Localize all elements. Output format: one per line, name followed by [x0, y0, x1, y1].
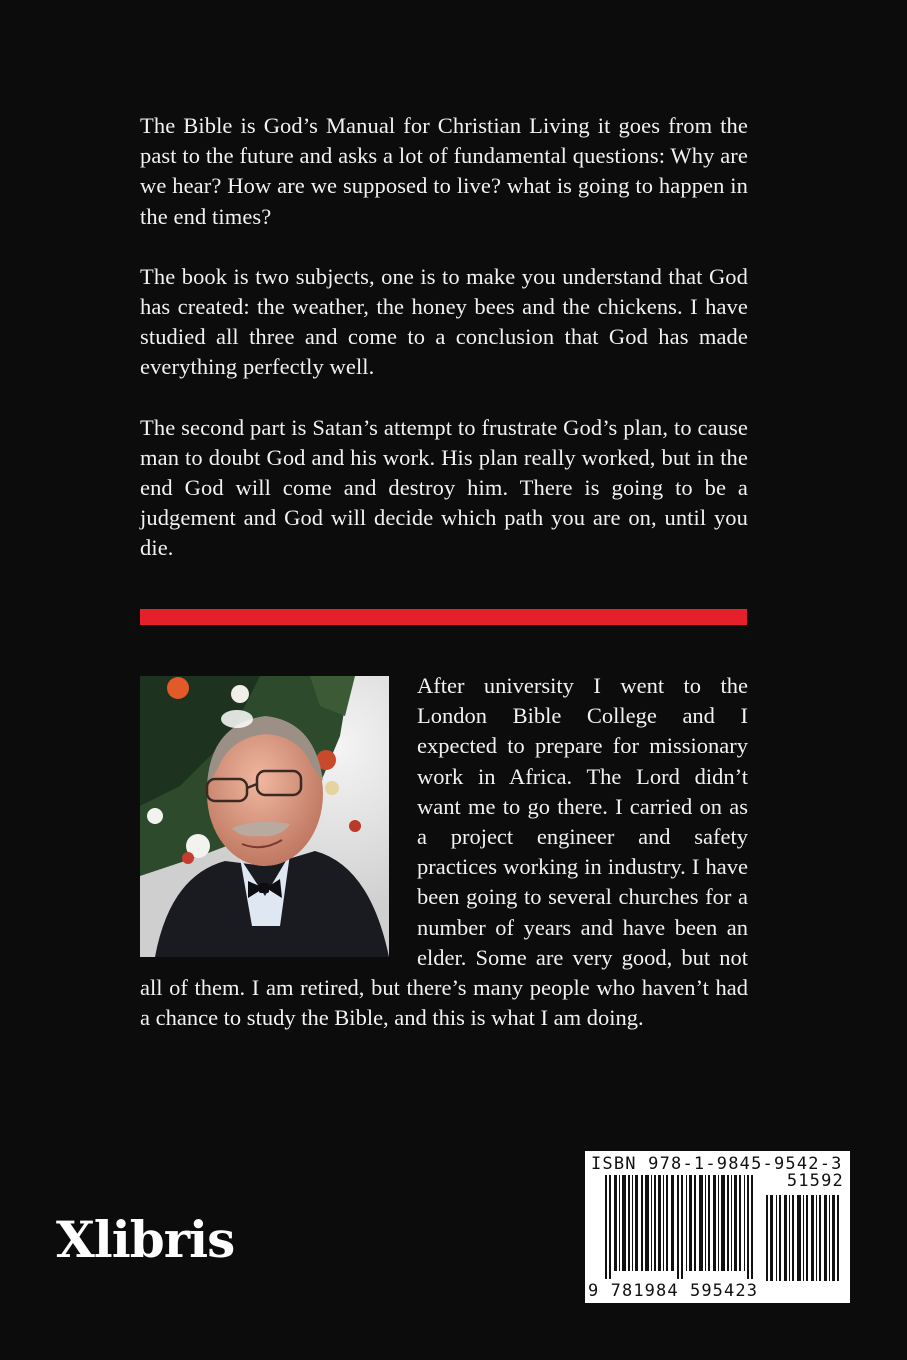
back-cover-blurb — [140, 111, 748, 594]
ean-bars — [605, 1175, 757, 1279]
isbn-label: ISBN 978-1-9845-9542-3 — [591, 1154, 843, 1174]
red-divider — [140, 609, 747, 625]
author-bio: After university I went to the London Bible College and I expected to prepare for missionary work in Africa. The Lord didn’t want me to go there. I carried on as a project engineer and safety practices working in industry. I have been going to several churches for a number of years and have been an elder. Some are very good, but not all of them. I am retired, but there’s many people who haven’t had a chance to study the Bible, and this is what I am doing. — [140, 673, 748, 1031]
publisher-logo: Xlibris — [56, 1210, 235, 1269]
author-photo — [140, 676, 389, 957]
blurb-paragraph-2: The book is two subjects, one is to make you understand that God has created: the weather, the honey bees and the chickens. I have studied all three and come to a conclusion that God has made everything perfectly well. — [140, 263, 748, 380]
price-code: 51592 — [786, 1171, 844, 1191]
author-section — [140, 671, 748, 1033]
isbn-barcode — [585, 1151, 850, 1303]
blurb-paragraph-3: The second part is Satan’s attempt to frustrate God’s plan, to cause man to doubt God and his work. His plan really worked, but in the end God will come and destroy him. There is going to be a judgement and God will decide which path you are on, until you die. — [140, 414, 748, 561]
blurb-paragraph-1: The Bible is God’s Manual for Christian Living it goes from the past to the future and asks a lot of fundamental questions: Why are we hear? How are we supposed to live? what is going to happen in the end times? — [140, 113, 748, 229]
addon-bars — [766, 1195, 842, 1281]
barcode-digits: 9 781984 595423 — [588, 1281, 759, 1301]
